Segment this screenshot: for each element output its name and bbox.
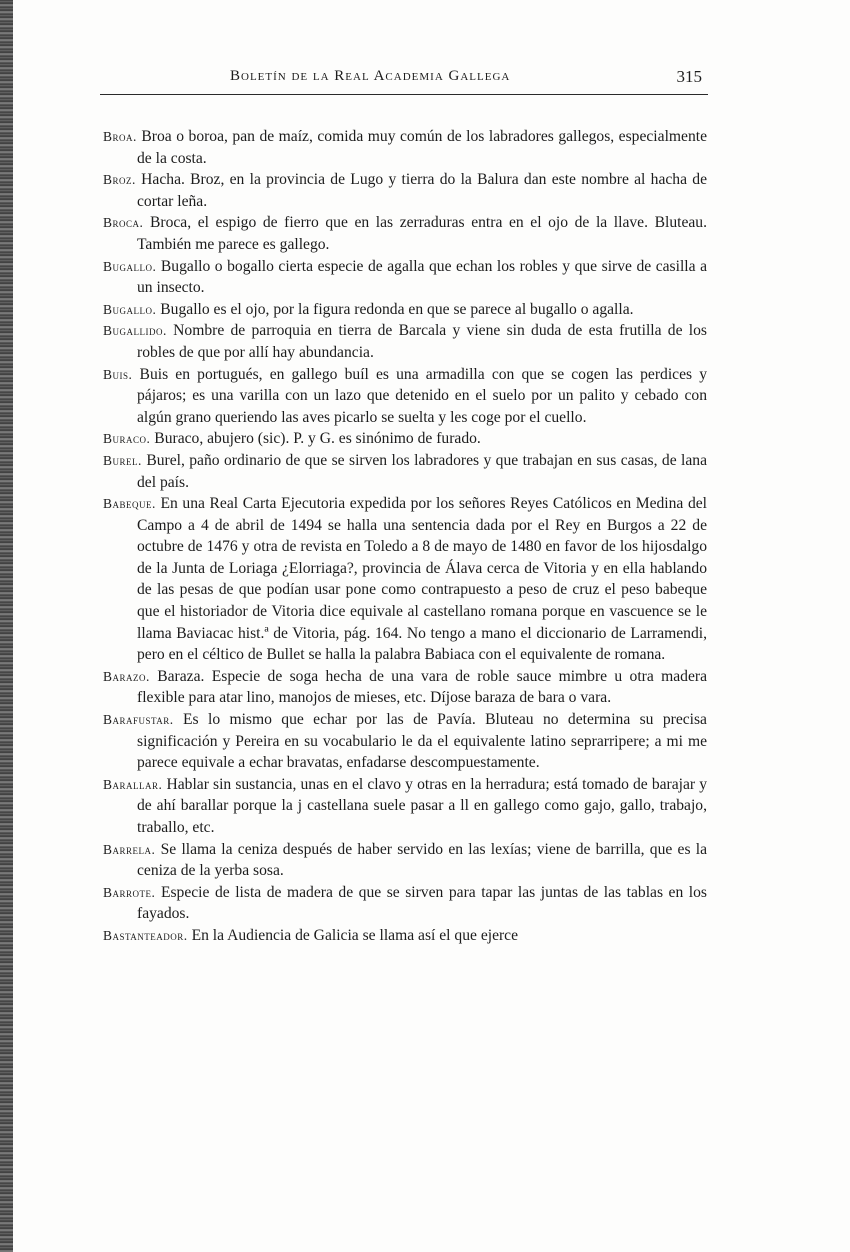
entry-barrote <box>103 882 707 925</box>
entry-head: Broca. <box>103 215 144 231</box>
entry-head: Barrote. <box>103 884 156 900</box>
entry-head: Buis. <box>103 366 133 382</box>
entry-text: Broca, el espigo de fierro que en las zerraduras entra en el ojo de la llave. Bluteau. También me parece es gallego. <box>137 214 707 253</box>
entry-bastanteador <box>103 925 707 947</box>
entry-text: En la Audiencia de Galicia se llama así el que ejerce <box>191 926 519 944</box>
entry-head: Barrela. <box>103 841 156 857</box>
entry-barrela <box>103 839 707 882</box>
entry-text: Especie de lista de madera de que se sirven para tapar las juntas de las tablas en los fayados. <box>137 883 708 923</box>
entry-head: Bugallo. <box>103 301 157 317</box>
entry-bugallido <box>103 320 707 363</box>
page-number: 315 <box>676 67 702 86</box>
entry-head: Bugallo. <box>103 258 157 274</box>
entry-babeque <box>103 493 707 666</box>
entry-head: Broa. <box>103 129 137 144</box>
entry-text: Baraza. Especie de soga hecha de una vara de roble sauce mimbre u otra madera flexible para atar lino, manojos de mieses, etc. Díjose baraza de bara o vara. <box>137 667 707 707</box>
entry-barazo <box>103 666 707 709</box>
entry-text: Burel, paño ordinario de que se sirven los labradores y que trabajan en sus casas, de lana del país. <box>137 451 708 491</box>
entry-text: Hacha. Broz, en la provincia de Lugo y tierra do la Balura dan este nombre al hacha de cortar leña. <box>137 171 707 210</box>
entry-bugallo-ojo <box>103 299 707 321</box>
scan-binding-edge <box>0 0 13 1252</box>
entry-broa <box>103 126 707 169</box>
entry-barafustar <box>103 709 707 774</box>
entry-buis <box>103 364 707 429</box>
entry-head: Barazo. <box>103 668 150 684</box>
entry-broz <box>103 169 707 212</box>
entry-buraco <box>103 428 707 450</box>
entry-head: Burel. <box>103 452 142 468</box>
entry-text: Buraco, abujero (sic). P. y G. es sinónimo de furado. <box>154 430 481 448</box>
entry-barallar <box>103 774 707 839</box>
entry-text: Nombre de parroquia en tierra de Barcala y viene sin duda de esta frutilla de los robles de que por allí hay abundancia. <box>137 322 707 361</box>
entry-text: Se llama la ceniza después de haber servido en las lexías; viene de barrilla, que es la ceniza de la yerba sosa. <box>137 840 707 880</box>
entry-text: Es lo mismo que echar por las de Pavía. Bluteau no determina su precisa significación y Pereira en su vocabulario le da el equivalente latino seprarripere; a mi me parece equivale a echar bravatas, enfadarse descompuestamente. <box>137 711 707 772</box>
entry-text: Bugallo es el ojo, por la figura redonda en que se parece al bugallo o agalla. <box>160 300 634 318</box>
entry-broca <box>103 212 707 255</box>
entry-head: Barafustar. <box>103 712 174 728</box>
entry-text: En una Real Carta Ejecutoria expedida por los señores Reyes Católicos en Medina del Campo a 4 de abril de 1494 se halla una sentencia dada por el Rey en Burgos a 22 de octubre de 1476 y otra de revista en Toledo a 8 de mayo de 1480 en favor de los hijosdalgo de la Junta de Loriaga ¿Elorriaga?, provincia de Álava cerca de Vitoria y en ella hablando de las pesas de que podían usar pone como contrapuesto a peso de cruz el peso babeque que el historiador de Vitoria dice equivale al castellano romana porque en vascuence se le llama Baviacac hist.ª de Vitoria, pág. 164. No tengo a mano el diccionario de Larramendi, pero en el céltico de Bullet se halla la palabra Babiaca con el equivalente de romana. <box>137 495 707 664</box>
entry-text: Bugallo o bogallo cierta especie de agalla que echan los robles y que sirve de casilla a un insecto. <box>137 257 707 297</box>
entry-bugallo <box>103 256 707 299</box>
entry-head: Barallar. <box>103 776 163 792</box>
running-title: Boletín de la Real Academia Gallega <box>230 68 511 84</box>
entry-text: Broa o boroa, pan de maíz, comida muy común de los labradores gallegos, especialmente de la costa. <box>137 128 707 167</box>
entry-burel <box>103 450 707 493</box>
entry-text: Hablar sin sustancia, unas en el clavo y otras en la herradura; está tomado de barajar y de ahí barallar porque la j castellana suele pasar a ll en gallego como gajo, gallo, trabajo, traballo, etc. <box>137 775 707 836</box>
entry-text: Buis en portugués, en gallego buíl es una armadilla con que se cogen las perdices y pájaros; es una varilla con un lazo que detenido en el suelo por un palito y cebado con algún grano queriendo las aves picarlo se suelta y les coge por el cuello. <box>137 365 707 426</box>
page-header <box>100 64 708 95</box>
entry-head: Buraco. <box>103 431 151 447</box>
entry-head: Babeque. <box>103 496 156 512</box>
dictionary-entries <box>103 126 707 947</box>
entry-head: Broz. <box>103 172 136 188</box>
entry-head: Bastanteador. <box>103 927 188 943</box>
entry-head: Bugallido. <box>103 323 167 339</box>
